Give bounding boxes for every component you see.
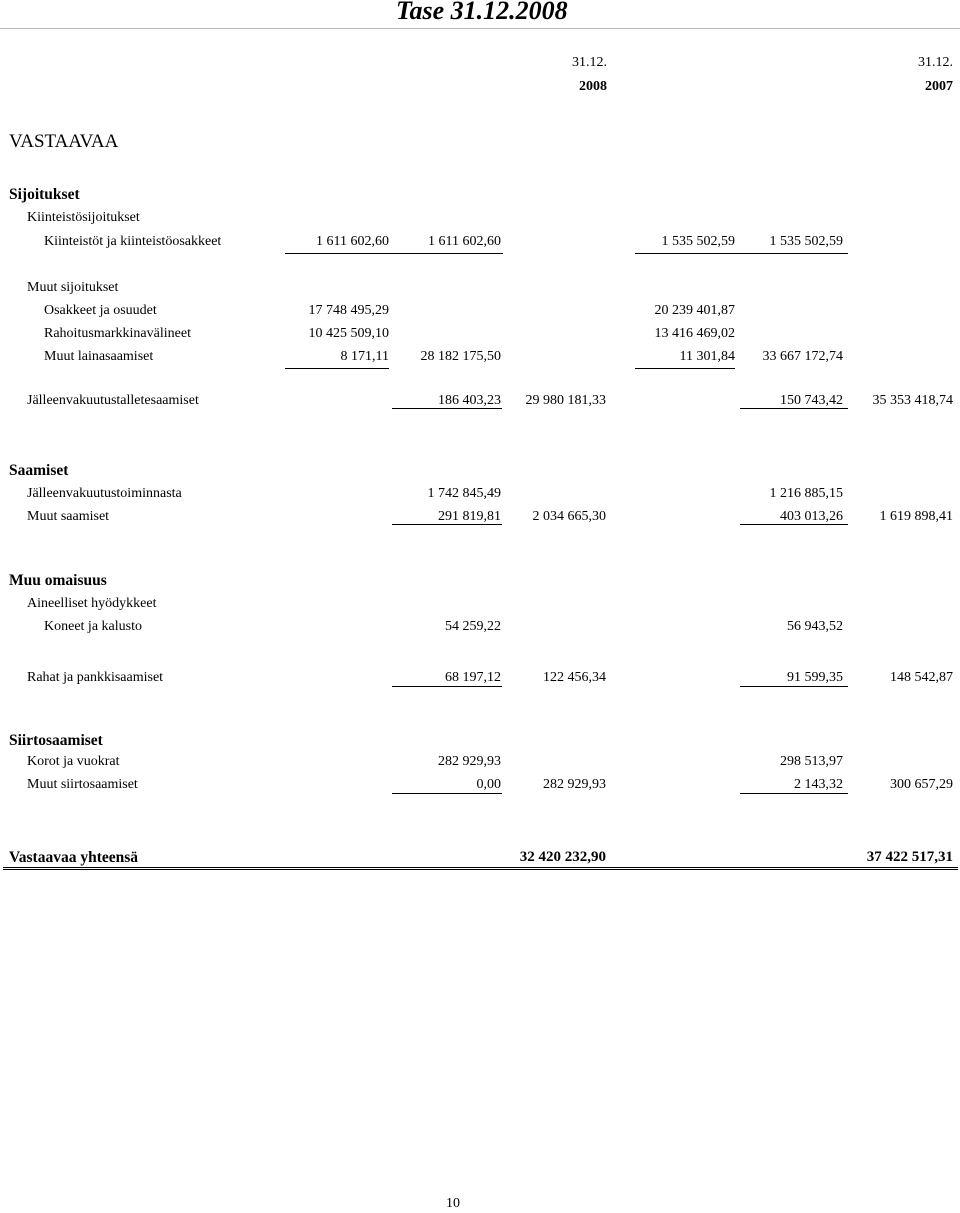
total-label: Vastaavaa yhteensä: [9, 849, 139, 866]
value: 1 216 885,15: [769, 486, 843, 501]
value: 1 535 502,59: [661, 234, 735, 249]
subheading-kiinteistosijoitukset: Kiinteistösijoitukset: [27, 210, 140, 225]
underline: [740, 686, 848, 687]
col-2008-date: 31.12.: [572, 55, 607, 70]
value: 17 748 495,29: [308, 303, 389, 318]
underline: [740, 408, 848, 409]
underline: [285, 368, 389, 369]
section-heading-saamiset: Saamiset: [9, 462, 69, 479]
row-label-koneet-ja-kalusto: Koneet ja kalusto: [44, 619, 142, 634]
row-label-rahoitusmarkkinavalineet: Rahoitusmarkkinavälineet: [44, 326, 191, 341]
row-label-rahat-ja-pankkisaamiset: Rahat ja pankkisaamiset: [27, 670, 164, 685]
value: 91 599,35: [787, 670, 843, 685]
value: 68 197,12: [445, 670, 501, 685]
underline: [740, 524, 848, 525]
underline: [285, 253, 503, 254]
value: 150 743,42: [780, 393, 843, 408]
section-heading-muu-omaisuus: Muu omaisuus: [9, 572, 107, 589]
value: 298 513,97: [780, 754, 843, 769]
value: 1 611 602,60: [316, 234, 389, 249]
value: 1 742 845,49: [427, 486, 501, 501]
underline: [635, 253, 848, 254]
value: 282 929,93: [438, 754, 501, 769]
value: 28 182 175,50: [420, 349, 501, 364]
value: 1 611 602,60: [428, 234, 501, 249]
value: 282 929,93: [543, 777, 606, 792]
value: 11 301,84: [679, 349, 735, 364]
value: 291 819,81: [438, 509, 501, 524]
subheading-aineelliset-hyodykkeet: Aineelliset hyödykkeet: [27, 596, 157, 611]
value: 2 143,32: [794, 777, 843, 792]
subheading-muut-sijoitukset: Muut sijoitukset: [27, 280, 119, 295]
value: 2 034 665,30: [532, 509, 606, 524]
col-2008-year: 2008: [579, 79, 607, 94]
row-label-muut-saamiset: Muut saamiset: [27, 509, 110, 524]
value: 1 619 898,41: [879, 509, 953, 524]
value: 29 980 181,33: [525, 393, 606, 408]
section-heading-sijoitukset: Sijoitukset: [9, 186, 80, 203]
value: 8 171,11: [340, 349, 389, 364]
underline: [392, 408, 502, 409]
section-heading-siirtosaamiset: Siirtosaamiset: [9, 732, 103, 749]
main-heading: VASTAAVAA: [9, 131, 119, 152]
page-number: 10: [446, 1196, 460, 1211]
total-double-underline: [3, 867, 958, 870]
underline: [740, 793, 848, 794]
value: 56 943,52: [787, 619, 843, 634]
underline: [392, 524, 502, 525]
value: 13 416 469,02: [654, 326, 735, 341]
underline: [392, 793, 502, 794]
value: 0,00: [476, 777, 501, 792]
title-divider: [0, 28, 960, 29]
value: 35 353 418,74: [872, 393, 953, 408]
underline: [635, 368, 735, 369]
total-2008: 32 420 232,90: [519, 849, 606, 865]
value: 148 542,87: [890, 670, 953, 685]
value: 54 259,22: [445, 619, 501, 634]
value: 1 535 502,59: [769, 234, 843, 249]
row-label-muut-siirtosaamiset: Muut siirtosaamiset: [27, 777, 138, 792]
underline: [392, 686, 502, 687]
row-label-kiinteistot: Kiinteistöt ja kiinteistöosakkeet: [44, 234, 222, 249]
value: 10 425 509,10: [308, 326, 389, 341]
value: 186 403,23: [438, 393, 501, 408]
row-label-muut-lainasaamiset: Muut lainasaamiset: [44, 349, 154, 364]
value: 403 013,26: [780, 509, 843, 524]
page-title: Tase 31.12.2008: [396, 0, 568, 25]
row-label-jalleenvakuutustoiminnasta: Jälleenvakuutustoiminnasta: [27, 486, 182, 501]
total-2007: 37 422 517,31: [866, 849, 953, 865]
value: 20 239 401,87: [654, 303, 735, 318]
value: 300 657,29: [890, 777, 953, 792]
row-label-talletesaamiset: Jälleenvakuutustalletesaamiset: [27, 393, 199, 408]
value: 33 667 172,74: [762, 349, 843, 364]
row-label-korot-ja-vuokrat: Korot ja vuokrat: [27, 754, 120, 769]
col-2007-date: 31.12.: [918, 55, 953, 70]
row-label-osakkeet: Osakkeet ja osuudet: [44, 303, 157, 318]
col-2007-year: 2007: [925, 79, 953, 94]
value: 122 456,34: [543, 670, 606, 685]
